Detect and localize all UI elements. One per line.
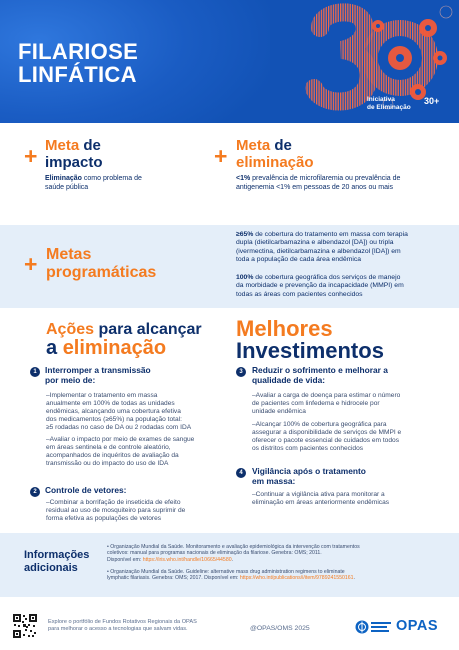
bullet-line: de pacientes com linfedema e hidrocele por: [252, 400, 380, 407]
bullet-line: ≥5 rodadas no caso de DA ou 2 rodadas com IDA: [46, 424, 192, 431]
list-item: [46, 436, 194, 468]
elimination-goal-title: [236, 137, 314, 171]
hero-banner: [0, 0, 459, 123]
reference-line: • Organização Mundial da Saúde. Guideline: alternative mass drug administration regimens to eliminate: [107, 569, 345, 575]
actions-title-d: eliminação: [62, 337, 167, 359]
elimination-goal-bold: <1%: [236, 175, 251, 182]
bullet-line: anualmente em 100% de todas as unidades: [46, 400, 175, 407]
bullet-line: os distritos com pacientes conhecidos: [252, 445, 364, 452]
initiative-line-2: de Eliminação: [367, 103, 411, 111]
mmpi-line: da morbidade e prevenção da incapacidade (MMPI) em: [236, 282, 404, 290]
impact-goal-bold: Eliminação: [45, 175, 82, 182]
reference-line: lymphatic filariasis. Genebra: OMS; 2017. Disponível em:: [107, 575, 240, 582]
programmatic-title-b: programáticas: [46, 264, 157, 281]
treatment-line: toda a população de cada área endêmica: [236, 256, 362, 264]
bullet-line: dos medicamentos (≥65%) na população total:: [46, 416, 182, 423]
bullet-line: eliminação em áreas anteriormente endêmicas: [252, 499, 390, 506]
impact-goal-line2: saúde pública: [45, 183, 89, 191]
mmpi-line: de cobertura geográfica dos serviços de manejo: [253, 274, 401, 281]
impact-goal-description: [45, 175, 142, 192]
programmatic-goal-mmpi: [236, 274, 446, 299]
bullet-line: –Avaliar o impacto por meio de exames de sangue: [46, 436, 195, 443]
reference-item: [107, 544, 451, 563]
copyright-handle: @OPAS/OMS 2025: [250, 625, 310, 632]
bullet-line: oferecer o pacote essencial de cuidados em todos: [252, 437, 399, 444]
programmatic-goals-title: [46, 246, 156, 282]
action-item-heading: [45, 366, 151, 385]
list-item: [252, 392, 400, 416]
actions-title-a: Ações: [46, 321, 95, 338]
list-item: [252, 491, 389, 507]
bullet-line: acompanhados de inquéritos de avaliação da: [46, 452, 179, 459]
heading-line: qualidade de vida:: [252, 374, 326, 385]
actions-title: [46, 320, 202, 359]
actions-title-c: a: [46, 337, 63, 359]
actions-title-b: para alcançar: [94, 321, 202, 338]
list-item: [46, 392, 191, 432]
investment-item-heading: [252, 366, 388, 385]
mmpi-coverage-value: 100%: [236, 274, 254, 281]
mmpi-line: todas as áreas com pacientes conhecidos: [236, 290, 363, 298]
info-title-line: Informações: [24, 549, 90, 561]
action-item-heading: Controle de vetores:: [45, 485, 127, 495]
impact-goal-title: [45, 137, 103, 171]
footer: [0, 597, 459, 650]
treatment-line: de cobertura do tratamento em massa com terapia: [253, 231, 408, 238]
bullet-line: em áreas sentinela e de controle aleatório,: [46, 444, 171, 451]
reference-end: .: [353, 575, 356, 582]
heading-line: Vigilância após o tratamento: [252, 466, 366, 476]
programmatic-goal-treatment: [236, 231, 446, 265]
impact-goal-title-b: de: [79, 137, 101, 154]
actions-section: [0, 310, 459, 530]
initiative-line-1: Iniciativa: [367, 96, 395, 103]
plus-icon: +: [24, 251, 38, 277]
title-line-1: FILARIOSE: [18, 39, 139, 64]
reference-line: coletivos: manual para programas nacionais de eliminação da filariose. Genebra: OMS; 2011.: [107, 550, 322, 557]
impact-goal-title-c: impacto: [45, 154, 103, 171]
treatment-line: dupla (dietilcarbamazina e albendazol [DA]) ou tripla: [236, 239, 394, 247]
bullet-line: –Combinar a borrifação de inseticida de efeito: [46, 499, 181, 506]
best-title-b: Investimentos: [236, 338, 384, 363]
initiative-badge: 30+: [424, 96, 440, 106]
elimination-goal-rest: prevalência de microfilaremia ou prevalência de: [250, 175, 401, 182]
programmatic-goals-section: [0, 225, 459, 308]
info-title-line: adicionais: [24, 561, 78, 574]
step-number-badge: 2: [30, 487, 40, 497]
additional-info-section: [0, 533, 459, 597]
plus-icon: +: [24, 143, 38, 169]
elimination-goal-title-b: de: [270, 137, 292, 154]
reference-line: • Organização Mundial da Saúde. Monitoramento e avaliação epidemiológica da intervenção com tratamentos: [107, 544, 360, 550]
step-number-badge: 4: [236, 468, 246, 478]
paho-emblem-icon: [355, 619, 393, 635]
additional-info-title: [24, 549, 89, 574]
step-number-badge: 1: [30, 367, 40, 377]
bullet-line: –Implementar o tratamento em massa: [46, 392, 158, 399]
goals-section: [0, 123, 459, 223]
step-number-badge: 3: [236, 367, 246, 377]
impact-goal-title-a: Meta: [45, 137, 80, 154]
initiative-label: [367, 96, 411, 111]
elimination-goal-line2: antigenemia <1% em pessoas de 20 anos ou mais: [236, 183, 394, 191]
plus-icon: +: [214, 143, 228, 169]
treatment-coverage-value: ≥65%: [236, 231, 254, 238]
reference-available: Disponível em:: [107, 556, 143, 563]
best-title-a: Melhores: [236, 316, 333, 341]
bullet-line: –Avaliar a carga de doença para estimar o número: [252, 392, 401, 399]
elimination-goal-title-a: Meta: [236, 137, 271, 154]
heading-line: em massa:: [252, 475, 296, 486]
bullet-line: assegurar a disponibilidade de serviços de MMPI e: [252, 429, 402, 436]
heading-line: Reduzir o sofrimento e melhorar a: [252, 365, 388, 375]
explore-line: Explore o portfólio de Fundos Rotativos Regionais da OPAS: [48, 619, 197, 625]
programmatic-title-a: Metas: [46, 246, 92, 263]
reference-link[interactable]: https://iris.who.int/handle/10665/44580: [142, 556, 232, 563]
title-line-2: LINFÁTICA: [18, 62, 137, 87]
heading-line: Interromper a transmissão: [45, 365, 151, 375]
impact-goal-rest: como problema de: [81, 175, 142, 182]
opas-logo-text: OPAS: [396, 618, 439, 634]
bullet-line: endêmicas, alcançando uma cobertura efetiva: [46, 408, 181, 415]
list-item: [252, 421, 401, 453]
explore-line: para melhorar o acesso a tecnologias que salvam vidas.: [48, 626, 188, 632]
reference-item: [107, 569, 451, 582]
bullet-line: unidade endêmica: [252, 408, 306, 415]
bullet-line: –Continuar a vigilância ativa para monitorar a: [252, 491, 385, 498]
list-item: [46, 499, 185, 523]
investment-item-heading: [252, 467, 366, 486]
elimination-goal-title-c: eliminação: [236, 154, 314, 171]
bullet-line: forma efetiva as populações de vetores: [46, 515, 162, 522]
treatment-line: (ivermectina, dietilcarbamazina e albendazol [IDA]) em: [236, 247, 401, 255]
qr-code-icon[interactable]: [13, 614, 37, 638]
reference-link[interactable]: https://who.int/publications/i/item/9789241550161: [239, 575, 354, 582]
bullet-line: residual ao uso de mosquiteiro para suprimir de: [46, 507, 186, 514]
reference-end: .: [231, 556, 234, 563]
elimination-goal-description: [236, 175, 400, 192]
heading-line: por meio de:: [45, 374, 96, 385]
best-investments-title: [236, 318, 384, 362]
bullet-line: –Alcançar 100% de cobertura geográfica para: [252, 421, 387, 428]
bullet-line: transmissão ou do impacto do uso de IDA: [46, 460, 169, 467]
page-title: [18, 40, 138, 86]
explore-text: [48, 619, 238, 633]
